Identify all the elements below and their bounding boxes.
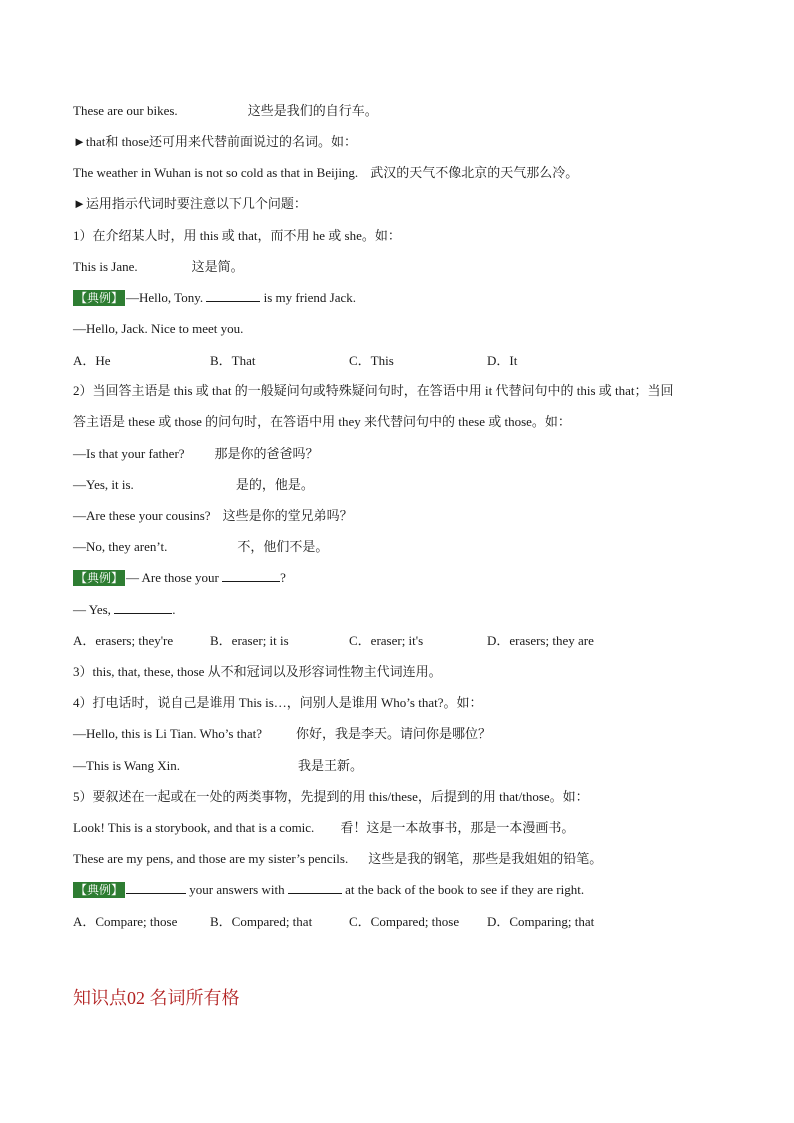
text-line: — Yes, . bbox=[73, 602, 176, 617]
text-line bbox=[73, 102, 378, 120]
answer-blank bbox=[206, 289, 260, 302]
english-sentence: Look! This is a storybook, and that is a comic. bbox=[73, 820, 315, 835]
option-d: D．It bbox=[487, 353, 518, 368]
chinese-translation: 看！这是一本故事书，那是一本漫画书。 bbox=[340, 820, 575, 835]
option-b: B．eraser; it is bbox=[210, 633, 289, 648]
chinese-translation: 我是王新。 bbox=[298, 758, 364, 773]
english-sentence: This is Jane. bbox=[73, 259, 138, 274]
text-line bbox=[73, 819, 574, 837]
chinese-translation: 你好，我是李天。请问你是哪位？ bbox=[296, 726, 492, 741]
option-a: A．erasers; they're bbox=[73, 633, 174, 648]
english-sentence: —This is Wang Xin. bbox=[73, 758, 181, 773]
example-question: 【典例】 —Hello, Tony. is my friend Jack. bbox=[75, 290, 357, 305]
rule-item: 5）要叙述在一起或在一处的两类事物，先提到的用 this/these，后提到的用 that/those。如： bbox=[73, 789, 589, 804]
option-c: C．This bbox=[349, 353, 394, 368]
english-sentence: —Is that your father? bbox=[73, 446, 185, 461]
example-question: 【典例】 — Are those your ? bbox=[75, 570, 286, 585]
example-tag: 【典例】 bbox=[75, 571, 124, 585]
option-c: C．eraser; it's bbox=[349, 633, 424, 648]
chinese-translation: 那是你的爸爸吗？ bbox=[214, 446, 319, 461]
english-sentence: —Yes, it is. bbox=[73, 477, 134, 492]
option-a: A．Compare; those bbox=[73, 914, 178, 929]
option-d: D．erasers; they are bbox=[487, 633, 594, 648]
english-sentence: The weather in Wuhan is not so cold as that in Beijing. bbox=[73, 165, 359, 180]
chinese-translation: 这些是你的堂兄弟吗？ bbox=[222, 508, 353, 523]
text-line bbox=[73, 445, 319, 463]
answer-blank bbox=[126, 881, 186, 894]
chinese-translation: 这些是我的钢笔，那些是我姐姐的铅笔。 bbox=[368, 851, 603, 866]
answer-blank bbox=[288, 881, 342, 894]
chinese-translation: 不，他们不是。 bbox=[237, 539, 329, 554]
option-d: D．Comparing; that bbox=[487, 914, 595, 929]
option-a: A．He bbox=[73, 353, 111, 368]
option-c: C．Compared; those bbox=[349, 914, 460, 929]
rule-note: ►运用指示代词时要注意以下几个问题： bbox=[73, 196, 307, 211]
answer-blank bbox=[114, 601, 172, 614]
english-sentence: These are my pens, and those are my sister’s pencils. bbox=[73, 851, 349, 866]
example-tag: 【典例】 bbox=[75, 291, 124, 305]
chinese-translation: 这些是我们的自行车。 bbox=[247, 103, 378, 118]
english-sentence: —Hello, this is Li Tian. Who’s that? bbox=[73, 726, 262, 741]
rule-item: 1）在介绍某人时，用 this 或 that，而不用 he 或 she。如： bbox=[73, 228, 401, 243]
text-line bbox=[73, 725, 491, 743]
text-line bbox=[73, 164, 578, 182]
rule-note: ►that和 those还可用来代替前面说过的名词。如： bbox=[73, 134, 358, 149]
section-heading: 知识点02 名词所有格 bbox=[73, 988, 240, 1008]
text-line bbox=[73, 507, 353, 525]
example-tag: 【典例】 bbox=[75, 883, 124, 897]
answer-blank bbox=[222, 569, 280, 582]
text-line: —Hello, Jack. Nice to meet you. bbox=[73, 321, 244, 336]
text-line bbox=[73, 850, 602, 868]
rule-item: 3）this, that, these, those 从不和冠词以及形容词性物主代词连用。 bbox=[73, 664, 442, 679]
example-question: 【典例】 your answers with at the back of the book to see if they are right. bbox=[75, 882, 585, 897]
rule-item: 2）当回答主语是 this 或 that 的一般疑问句或特殊疑问句时，在答语中用 it 代替问句中的 this 或 that；当回 bbox=[73, 383, 674, 398]
english-sentence: These are our bikes. bbox=[73, 103, 178, 118]
text-line bbox=[73, 476, 314, 494]
chinese-translation: 是的，他是。 bbox=[235, 477, 314, 492]
chinese-translation: 这是简。 bbox=[191, 259, 244, 274]
english-sentence: —Are these your cousins? bbox=[73, 508, 211, 523]
text-line bbox=[73, 258, 244, 276]
option-b: B．Compared; that bbox=[210, 914, 313, 929]
text-line bbox=[73, 757, 363, 775]
option-b: B．That bbox=[210, 353, 256, 368]
rule-item-continued: 答主语是 these 或 those 的问句时，在答语中用 they 来代替问句中的 these 或 those。如： bbox=[73, 414, 571, 429]
english-sentence: —No, they aren’t. bbox=[73, 539, 168, 554]
text-line bbox=[73, 538, 328, 556]
rule-item: 4）打电话时，说自己是谁用 This is…，问别人是谁用 Who’s that?。如： bbox=[73, 695, 483, 710]
chinese-translation: 武汉的天气不像北京的天气那么冷。 bbox=[370, 165, 579, 180]
